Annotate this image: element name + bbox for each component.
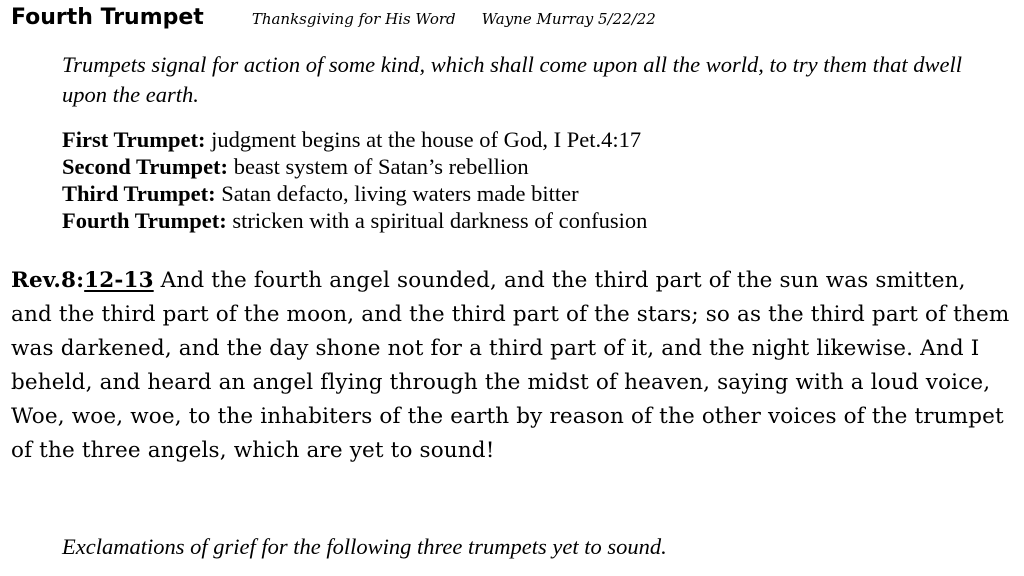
- trumpet-item-second: [62, 153, 1007, 180]
- scripture-reference: [11, 268, 154, 293]
- page-title: Fourth Trumpet: [11, 5, 204, 30]
- scripture-verses: 12-13: [84, 268, 154, 293]
- scripture-passage: [11, 264, 1011, 468]
- trumpet-item-first: [62, 126, 1007, 153]
- trumpet-text: Satan defacto, living waters made bitter: [215, 181, 579, 206]
- trumpet-label: Fourth Trumpet:: [62, 208, 227, 233]
- intro-paragraph: Trumpets signal for action of some kind, which shall come upon all the world, to try them that dwell upon the earth.: [62, 52, 962, 107]
- trumpet-item-fourth: [62, 207, 1007, 234]
- author-date: Wayne Murray 5/22/22: [481, 10, 656, 28]
- header: [11, 5, 656, 30]
- trumpet-text: judgment begins at the house of God, I Pet.4:17: [205, 127, 642, 152]
- scripture-book-chapter: Rev.8:: [11, 268, 85, 293]
- trumpet-label: Third Trumpet:: [62, 181, 216, 206]
- scripture-text: And the fourth angel sounded, and the third part of the sun was smitten, and the third part of the moon, and the third part of the stars; so as the third part of them was darkened, and the day shone not for a third part of it, and the night likewise. And I beheld, and heard an angel flying through the midst of heaven, saying with a loud voice, Woe, woe, woe, to the inhabiters of the earth by reason of the other voices of the trumpet of the three angels, which are yet to sound!: [11, 268, 1010, 463]
- trumpet-label: First Trumpet:: [62, 127, 206, 152]
- trumpet-label: Second Trumpet:: [62, 154, 229, 179]
- closing-paragraph: Exclamations of grief for the following three trumpets yet to sound.: [62, 534, 667, 559]
- trumpet-list: [62, 126, 1007, 234]
- trumpet-item-third: [62, 180, 1007, 207]
- sermon-subtitle: Thanksgiving for His Word: [251, 10, 456, 28]
- trumpet-text: beast system of Satan’s rebellion: [228, 154, 529, 179]
- trumpet-text: stricken with a spiritual darkness of confusion: [226, 208, 648, 233]
